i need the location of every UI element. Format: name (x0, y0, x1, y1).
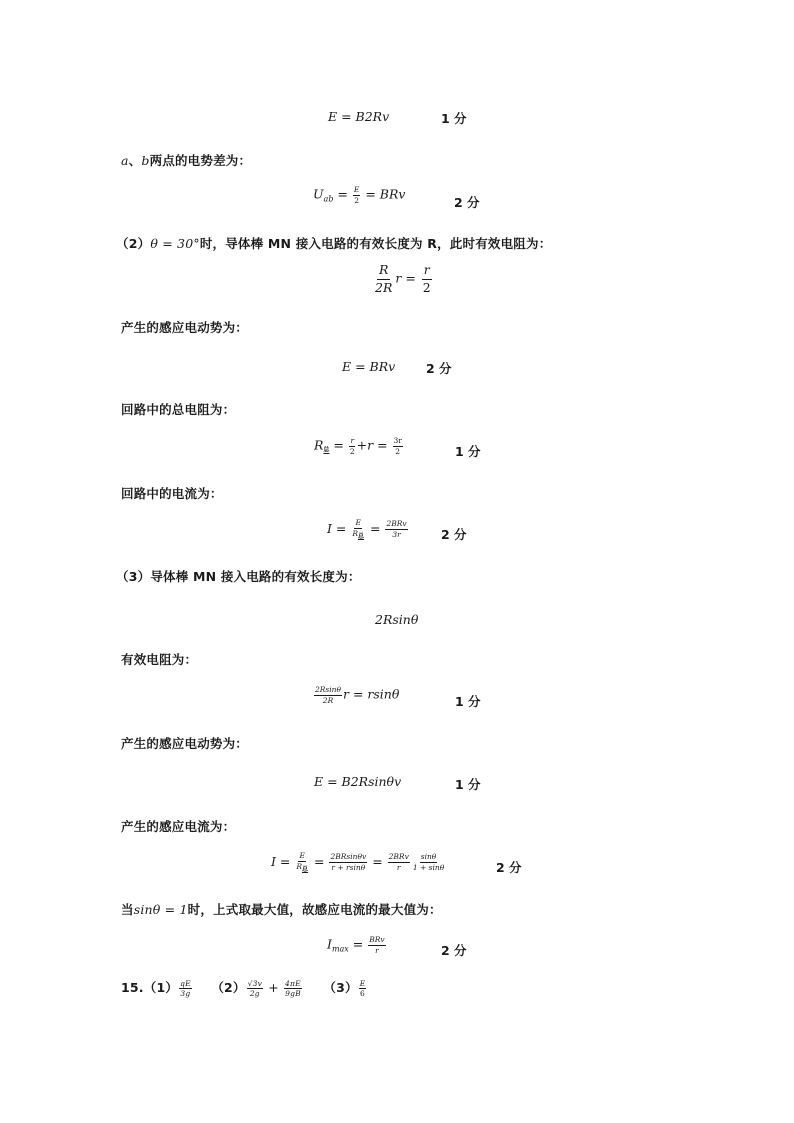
score-label: 2 分 (441, 527, 467, 542)
denominator: 2R (322, 695, 334, 705)
numerator: qE (180, 978, 191, 988)
condition: sinθ = 1 (133, 902, 188, 917)
sub-max: max (331, 944, 349, 954)
equals: = (310, 853, 329, 869)
var-b: b (141, 153, 150, 168)
fraction (353, 186, 360, 204)
numerator: E (353, 185, 360, 194)
denominator: 2 (422, 279, 431, 295)
sub-total: 总 (302, 865, 309, 873)
equation-i-max (327, 936, 387, 954)
fraction (412, 853, 445, 871)
fraction (329, 853, 367, 871)
fraction (368, 936, 385, 954)
var-i: I = (327, 520, 351, 536)
score-label: 2 分 (441, 943, 467, 958)
fraction (359, 980, 367, 998)
denominator: 3r (392, 529, 401, 539)
denominator: 2R (375, 279, 393, 295)
part-text: 时，导体棒 MN 接入电路的有效长度为 R，此时有效电阻为： (199, 236, 552, 251)
denominator: 6 (360, 989, 366, 998)
equation-emf-brv: E = BRv (342, 359, 396, 374)
fraction (314, 686, 342, 704)
text-emf-2: 产生的感应电动势为： (121, 736, 249, 751)
separator: 、 (128, 153, 142, 168)
plus: + (264, 980, 284, 995)
part-number: （2） (116, 236, 151, 251)
sub-total: 总 (358, 532, 365, 540)
denominator: R (296, 861, 303, 871)
score-label: 2 分 (426, 361, 452, 376)
score-label: 2 分 (496, 860, 522, 875)
denominator: 9gB (285, 989, 301, 998)
score-label: 1 分 (455, 777, 481, 792)
var-i: I = (271, 853, 295, 869)
equation-r-sin (313, 686, 399, 704)
equation-emf-b2rv: E = B2Rv (328, 109, 390, 124)
fraction (349, 437, 356, 455)
rhs: r = rsinθ (343, 686, 400, 702)
plus: +r = (356, 437, 392, 453)
text-current: 回路中的电流为： (121, 486, 223, 501)
text-emf: 产生的感应电动势为： (121, 320, 249, 335)
numerator: r (350, 436, 355, 445)
equation-uab (313, 186, 405, 204)
text-rest: 两点的电势差为： (149, 153, 252, 168)
fraction (373, 264, 394, 294)
part-2: （2） (211, 980, 246, 995)
mid: r = (395, 270, 420, 286)
denominator: 3g (180, 989, 191, 998)
fraction (179, 980, 192, 998)
question-number: 15. (121, 980, 144, 995)
score-label: 1 分 (455, 694, 481, 709)
score-label: 1 分 (455, 444, 481, 459)
text-max-condition (121, 900, 442, 918)
sub-total: 总 (323, 446, 330, 454)
part-1: （1） (143, 980, 179, 995)
numerator: r (422, 264, 432, 280)
part-2-heading (116, 234, 551, 252)
fraction (295, 852, 309, 873)
sub-ab: ab (323, 194, 334, 204)
part-3-heading (116, 567, 361, 585)
var-i: I (327, 936, 332, 952)
numerator: 3r (393, 436, 402, 445)
numerator: sinθ (420, 852, 437, 862)
equals: = (366, 520, 385, 536)
var-a: a (121, 153, 129, 168)
text-effective-resistance: 有效电阻为： (121, 652, 198, 667)
numerator: R (377, 264, 390, 280)
text-total-resistance: 回路中的总电阻为： (121, 402, 236, 417)
theta-condition: θ = 30° (150, 236, 200, 251)
denominator: r (396, 862, 401, 872)
score-label: 1 分 (441, 111, 467, 126)
equals: = (368, 853, 387, 869)
equation-effective-r (372, 264, 434, 294)
fraction (351, 519, 365, 540)
text-ab-potential (121, 151, 251, 169)
denominator: 2g (249, 989, 260, 998)
numerator: E (299, 851, 305, 860)
numerator: √3v (247, 978, 263, 988)
fraction (388, 853, 410, 871)
equals: = (348, 936, 368, 952)
equation-current-sin (271, 852, 446, 873)
text-pre: 当 (121, 902, 134, 917)
equation-effective-length: 2Rsinθ (375, 612, 419, 627)
text-induced-current: 产生的感应电流为： (121, 819, 236, 834)
numerator: 2Rsinθ (315, 685, 342, 694)
denominator: 1 + sinθ (412, 862, 445, 872)
denominator: 2 (354, 195, 359, 205)
denominator: r (375, 945, 379, 955)
var-u: U (313, 186, 324, 202)
numerator: 2BRsinθv (330, 852, 367, 862)
score-label: 2 分 (454, 195, 480, 210)
numerator: E (355, 518, 361, 527)
rhs: = BRv (361, 186, 406, 202)
var-r: R (314, 437, 324, 453)
numerator: 2BRv (388, 852, 409, 862)
denominator: R (352, 528, 359, 538)
numerator: BRv (369, 935, 385, 944)
fraction (284, 980, 302, 998)
fraction (393, 437, 403, 455)
question-15-answers (121, 978, 367, 998)
part-number: （3） (116, 569, 151, 584)
fraction (421, 264, 433, 294)
equation-current (327, 519, 409, 540)
denominator: 2 (349, 446, 355, 456)
equals: = (333, 186, 352, 202)
denominator: 2 (395, 446, 401, 456)
fraction (247, 980, 263, 998)
numerator: 4πE (285, 978, 301, 988)
fraction (385, 520, 407, 538)
equals: = (329, 437, 348, 453)
equation-emf-sin: E = B2Rsinθv (314, 774, 402, 789)
text-post: 时，上式取最大值，故感应电流的最大值为： (187, 902, 442, 917)
part-3: （3） (323, 980, 358, 995)
denominator: r + rsinθ (331, 862, 366, 872)
numerator: E (359, 978, 366, 988)
numerator: 2BRv (386, 519, 407, 529)
equation-r-total (314, 437, 404, 455)
part-text: 导体棒 MN 接入电路的有效长度为： (150, 569, 361, 584)
